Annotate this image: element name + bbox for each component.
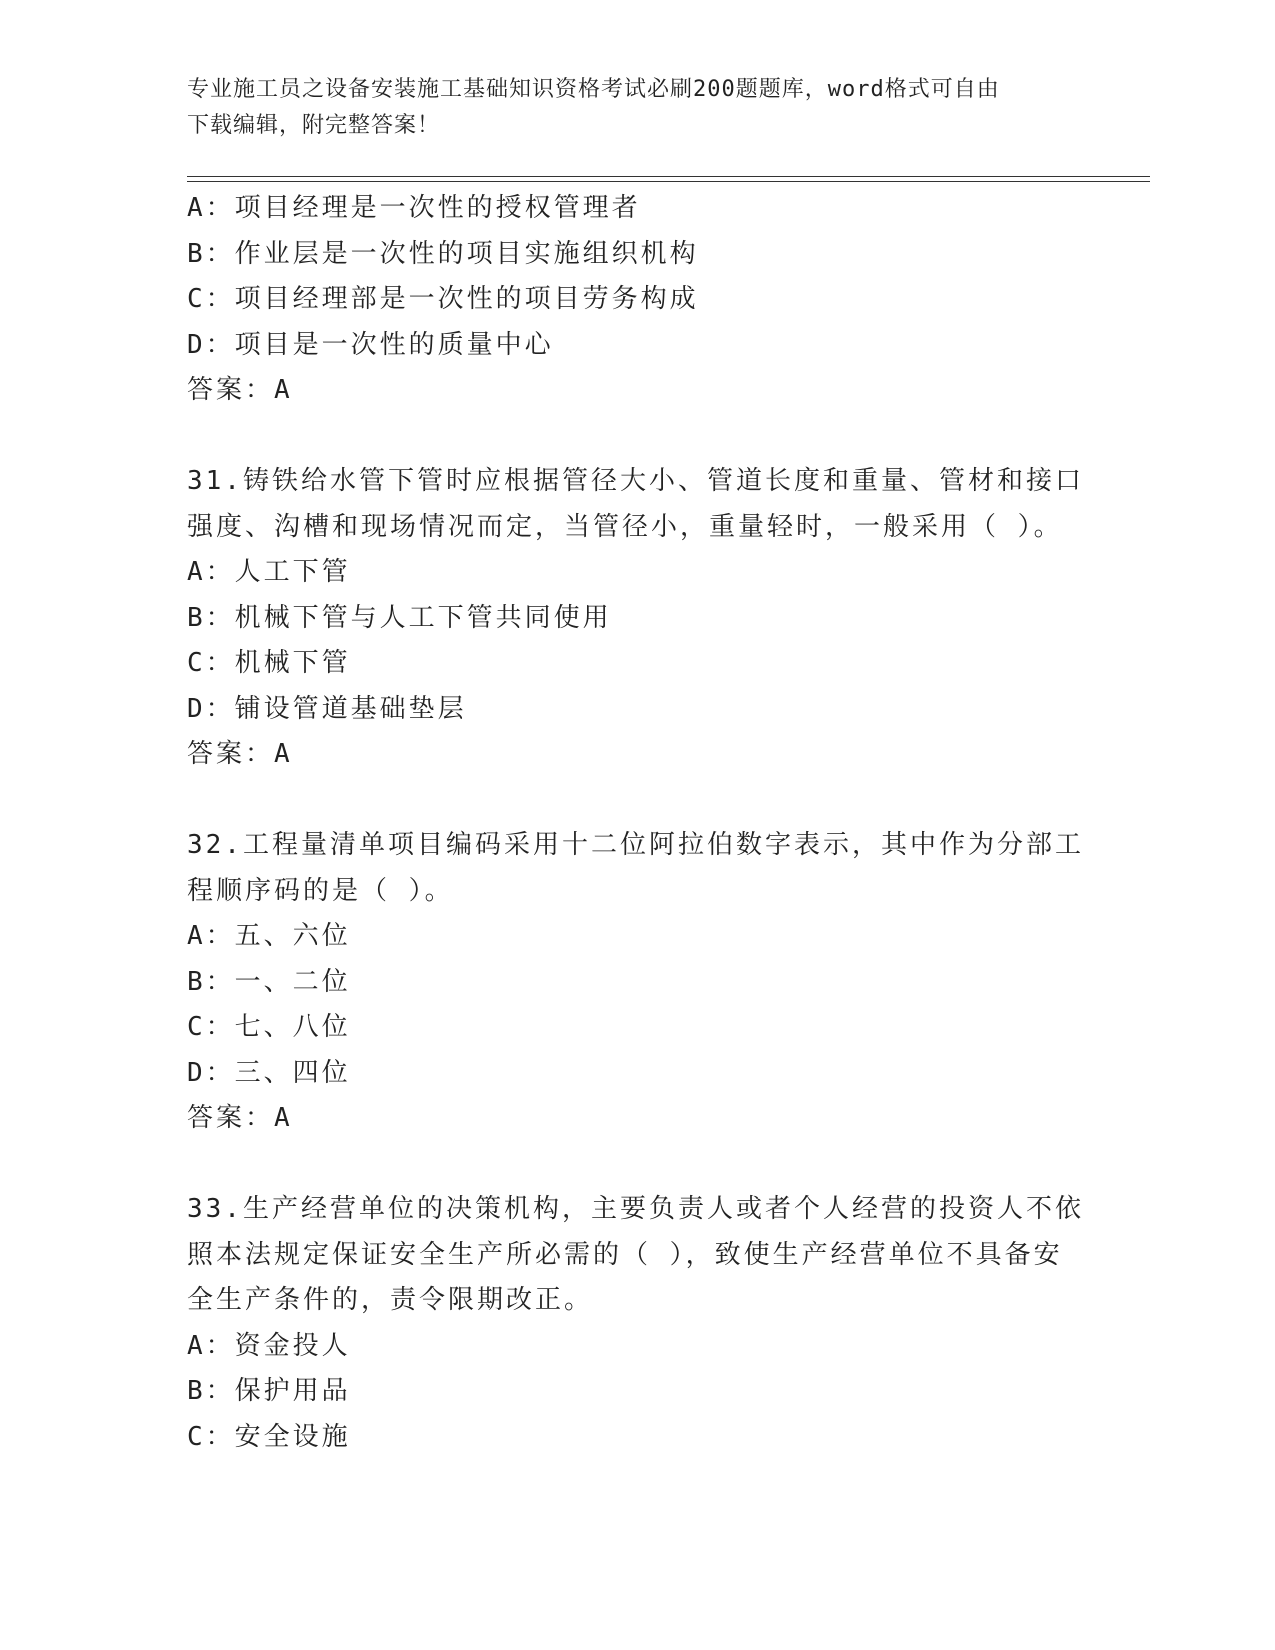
header-line-2: 下载编辑，附完整答案！ — [187, 113, 441, 138]
answer: 答案：A — [187, 375, 293, 405]
option-a: A：人工下管 — [187, 557, 351, 587]
option-c: C：七、八位 — [187, 1012, 351, 1042]
option-c: C：项目经理部是一次性的项目劳务构成 — [187, 284, 699, 314]
option-b: B：一、二位 — [187, 966, 351, 997]
option-b: B：保护用品 — [187, 1376, 351, 1406]
option-d: D：铺设管道基础垫层 — [187, 693, 467, 724]
header-line-1: 专业施工员之设备安装施工基础知识资格考试必刷200题题库，word格式可自由 — [187, 77, 1000, 102]
option-c: C：安全设施 — [187, 1421, 351, 1452]
answer: 答案：A — [187, 739, 293, 769]
question-list — [187, 186, 1087, 1460]
option-a: A：项目经理是一次性的授权管理者 — [187, 193, 641, 223]
question-32 — [187, 823, 1087, 1142]
question-text-line: 33.生产经营单位的决策机构，主要负责人或者个人经营的投资人不依 — [187, 1194, 1084, 1224]
option-d: D：三、四位 — [187, 1057, 351, 1088]
question-text-line: 程顺序码的是（ ）。 — [187, 875, 454, 906]
question-31 — [187, 459, 1087, 778]
question-33 — [187, 1187, 1087, 1460]
question-text-line: 32.工程量清单项目编码采用十二位阿拉伯数字表示，其中作为分部工 — [187, 830, 1084, 860]
option-b: B：机械下管与人工下管共同使用 — [187, 602, 612, 633]
header-rule-top — [187, 176, 1150, 177]
answer: 答案：A — [187, 1103, 293, 1133]
header-rule-bottom — [187, 181, 1150, 182]
question-text-line: 照本法规定保证安全生产所必需的（ ），致使生产经营单位不具备安 — [187, 1239, 1063, 1270]
question-30-continued — [187, 186, 1087, 414]
option-a: A：五、六位 — [187, 921, 351, 951]
option-c: C：机械下管 — [187, 648, 351, 678]
question-text-line: 31.铸铁给水管下管时应根据管径大小、管道长度和重量、管材和接口 — [187, 466, 1084, 496]
question-text-line: 全生产条件的，责令限期改正。 — [187, 1285, 594, 1315]
option-d: D：项目是一次性的质量中心 — [187, 329, 554, 360]
option-a: A：资金投人 — [187, 1330, 351, 1361]
document-header — [187, 72, 1067, 144]
question-text-line: 强度、沟槽和现场情况而定，当管径小，重量轻时，一般采用（ ）。 — [187, 511, 1063, 542]
option-b: B：作业层是一次性的项目实施组织机构 — [187, 238, 699, 269]
